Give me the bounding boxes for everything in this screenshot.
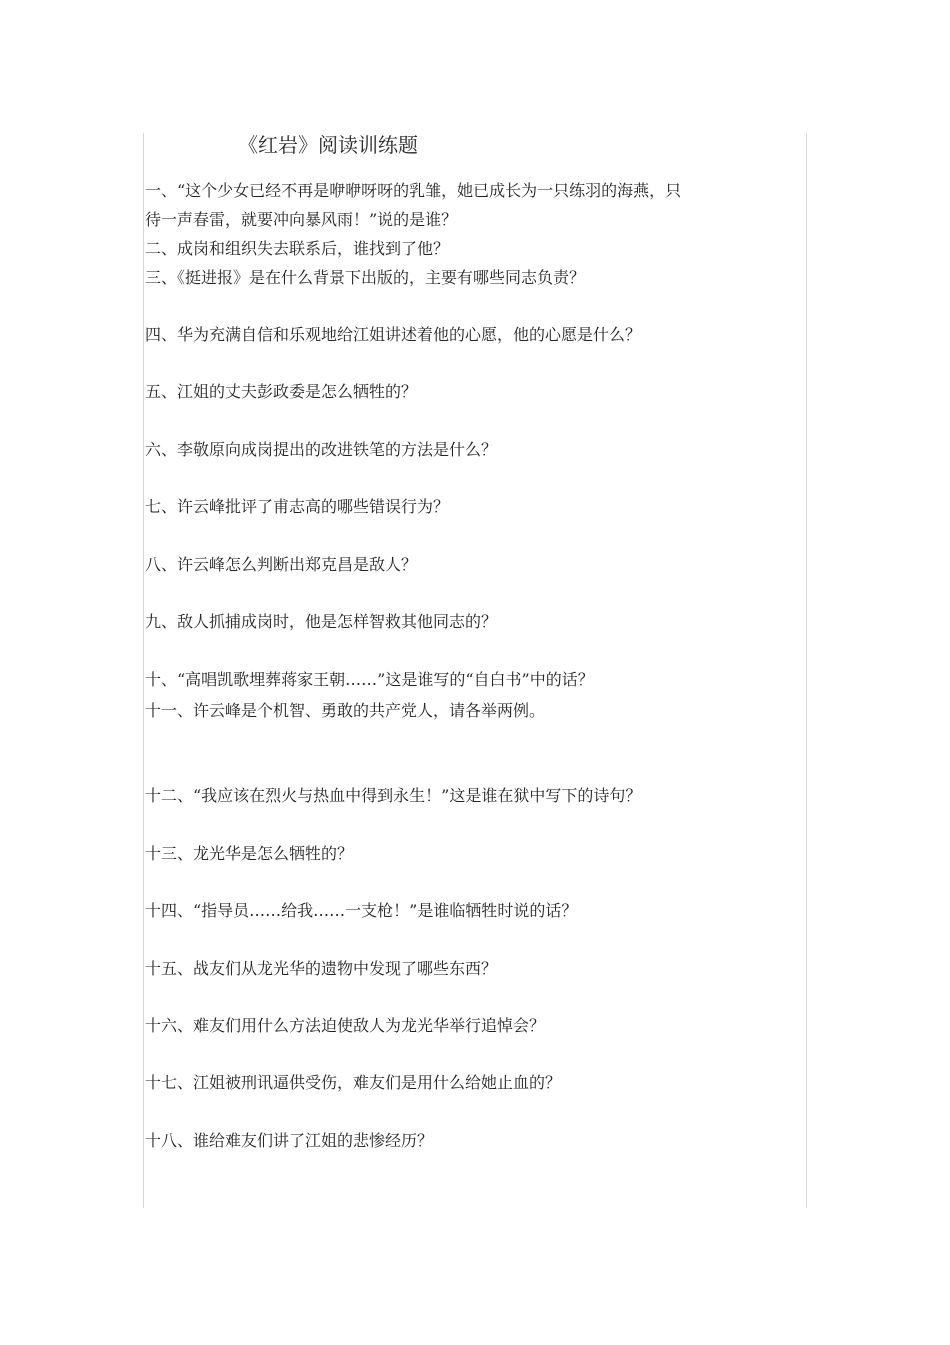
question-9: 九、敌人抓捕成岗时，他是怎样智救其他同志的？: [145, 612, 498, 631]
question-1: [145, 176, 765, 234]
question-12: 十二、“我应该在烈火与热血中得到永生！”这是谁在狱中写下的诗句？: [145, 786, 642, 805]
question-10: 十、“高唱凯歌埋葬蒋家王朝……”这是谁写的“自白书”中的话？: [145, 670, 594, 689]
left-margin-line: [143, 133, 144, 1208]
question-13: 十三、龙光华是怎么牺牲的？: [145, 844, 354, 863]
right-margin-line: [806, 133, 807, 1208]
question-18: 十八、谁给难友们讲了江姐的悲惨经历？: [145, 1131, 434, 1150]
question-2: 二、成岗和组织失去联系后，谁找到了他？: [145, 239, 450, 258]
question-11: 十一、许云峰是个机智、勇敢的共产党人，请各举两例。: [145, 701, 546, 720]
question-7: 七、许云峰批评了甫志高的哪些错误行为？: [145, 497, 450, 516]
document-title: 《红岩》阅读训练题: [238, 133, 418, 157]
question-17: 十七、江姐被刑讯逼供受伤，难友们是用什么给她止血的？: [145, 1073, 562, 1092]
question-14: 十四、“指导员……给我……一支枪！”是谁临牺牲时说的话？: [145, 901, 578, 920]
question-1-line-1: 一、“这个少女已经不再是咿咿呀呀的乳雏，她已成长为一只练羽的海燕，只: [145, 181, 682, 200]
question-3: 三、《挺进报》是在什么背景下出版的，主要有哪些同志负责？: [145, 268, 586, 287]
question-16: 十六、难友们用什么方法迫使敌人为龙光华举行追悼会？: [145, 1016, 546, 1035]
question-6: 六、李敬原向成岗提出的改进铁笔的方法是什么？: [145, 440, 498, 459]
question-15: 十五、战友们从龙光华的遗物中发现了哪些东西？: [145, 959, 498, 978]
question-5: 五、江姐的丈夫彭政委是怎么牺牲的？: [145, 382, 418, 401]
question-4: 四、华为充满自信和乐观地给江姐讲述着他的心愿，他的心愿是什么？: [145, 325, 642, 344]
question-1-line-2: 待一声春雷，就要冲向暴风雨！”说的是谁？: [145, 210, 458, 229]
question-8: 八、许云峰怎么判断出郑克昌是敌人？: [145, 555, 418, 574]
